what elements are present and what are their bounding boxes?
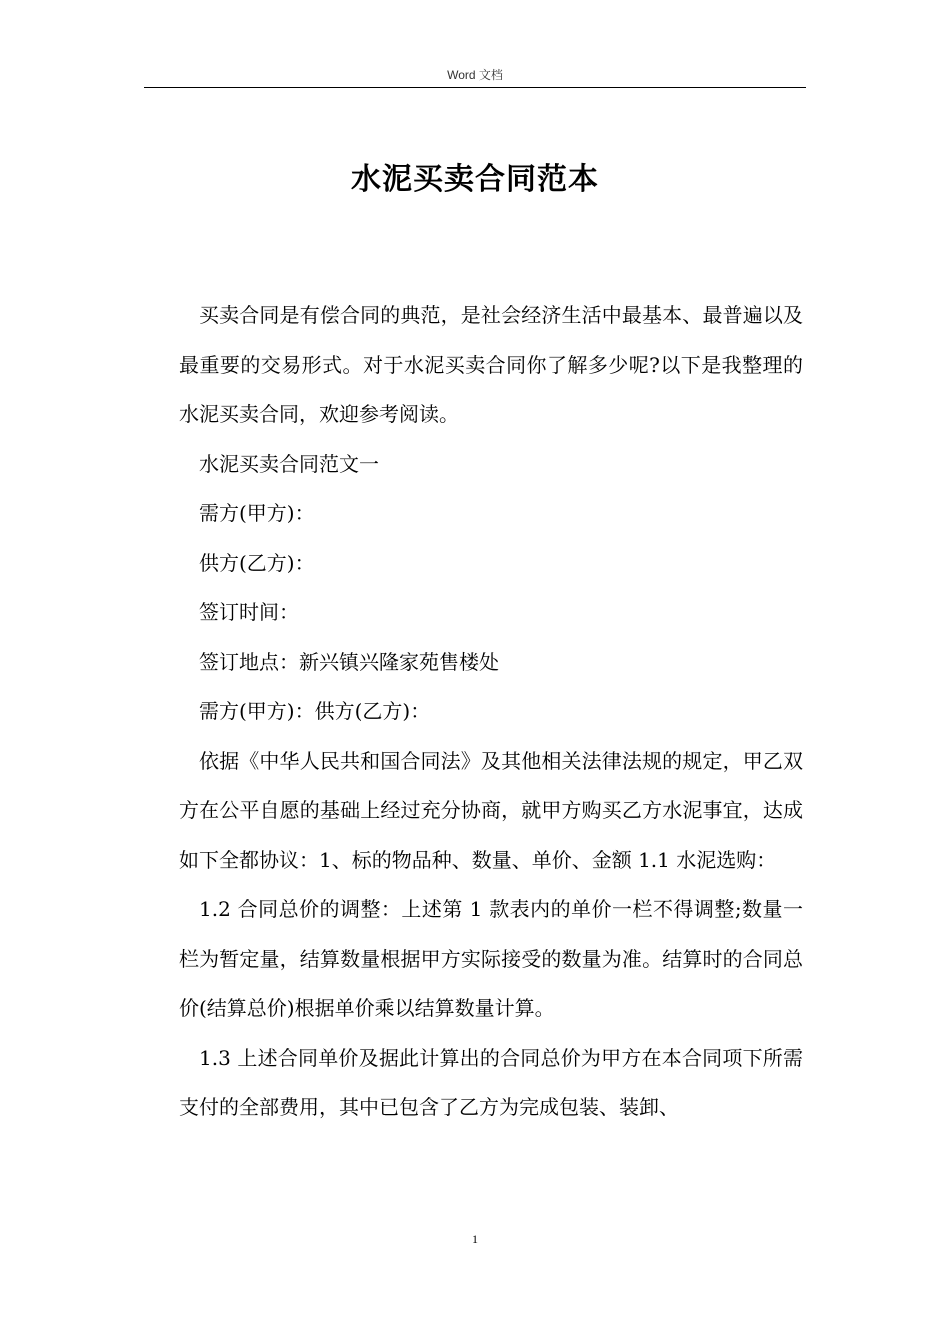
paragraph-buyer: 需方(甲方)： — [199, 501, 315, 525]
paragraph-sample-heading: 水泥买卖合同范文一 — [199, 451, 379, 476]
paragraph-clause-1-2: 1.2 合同总价的调整：上述第 1 款表内的单价一栏不得调整;数量一栏为暂定量，结算数量根据甲方实际接受的数量为准。结算时的合同总价(结算总价)根据单价乘以结算数量计算。 — [179, 897, 803, 1020]
page-header: Word 文档 — [447, 68, 503, 82]
header-divider — [144, 87, 806, 88]
document-title: 水泥买卖合同范本 — [351, 162, 599, 197]
document-body — [179, 291, 803, 1133]
paragraph-clause-1-3: 1.3 上述合同单价及据此计算出的合同总价为甲方在本合同项下所需支付的全部费用，其中已包含了乙方为完成包装、装卸、 — [179, 1045, 803, 1119]
paragraph-parties: 需方(甲方)：供方(乙方)： — [199, 699, 431, 723]
paragraph-sign-date: 签订时间： — [199, 600, 299, 624]
paragraph-intro: 买卖合同是有偿合同的典范，是社会经济生活中最基本、最普遍以及最重要的交易形式。对于水泥买卖合同你了解多少呢?以下是我整理的水泥买卖合同，欢迎参考阅读。 — [179, 303, 803, 426]
paragraph-sign-place: 签订地点：新兴镇兴隆家苑售楼处 — [199, 649, 499, 674]
paragraph-supplier: 供方(乙方)： — [199, 550, 315, 575]
paragraph-basis: 依据《中华人民共和国合同法》及其他相关法律法规的规定，甲乙双方在公平自愿的基础上经过充分协商，就甲方购买乙方水泥事宜，达成如下全都协议：1、标的物品种、数量、单价、金额 1.1 水泥选购： — [179, 748, 803, 872]
page-number: 1 — [472, 1232, 478, 1246]
